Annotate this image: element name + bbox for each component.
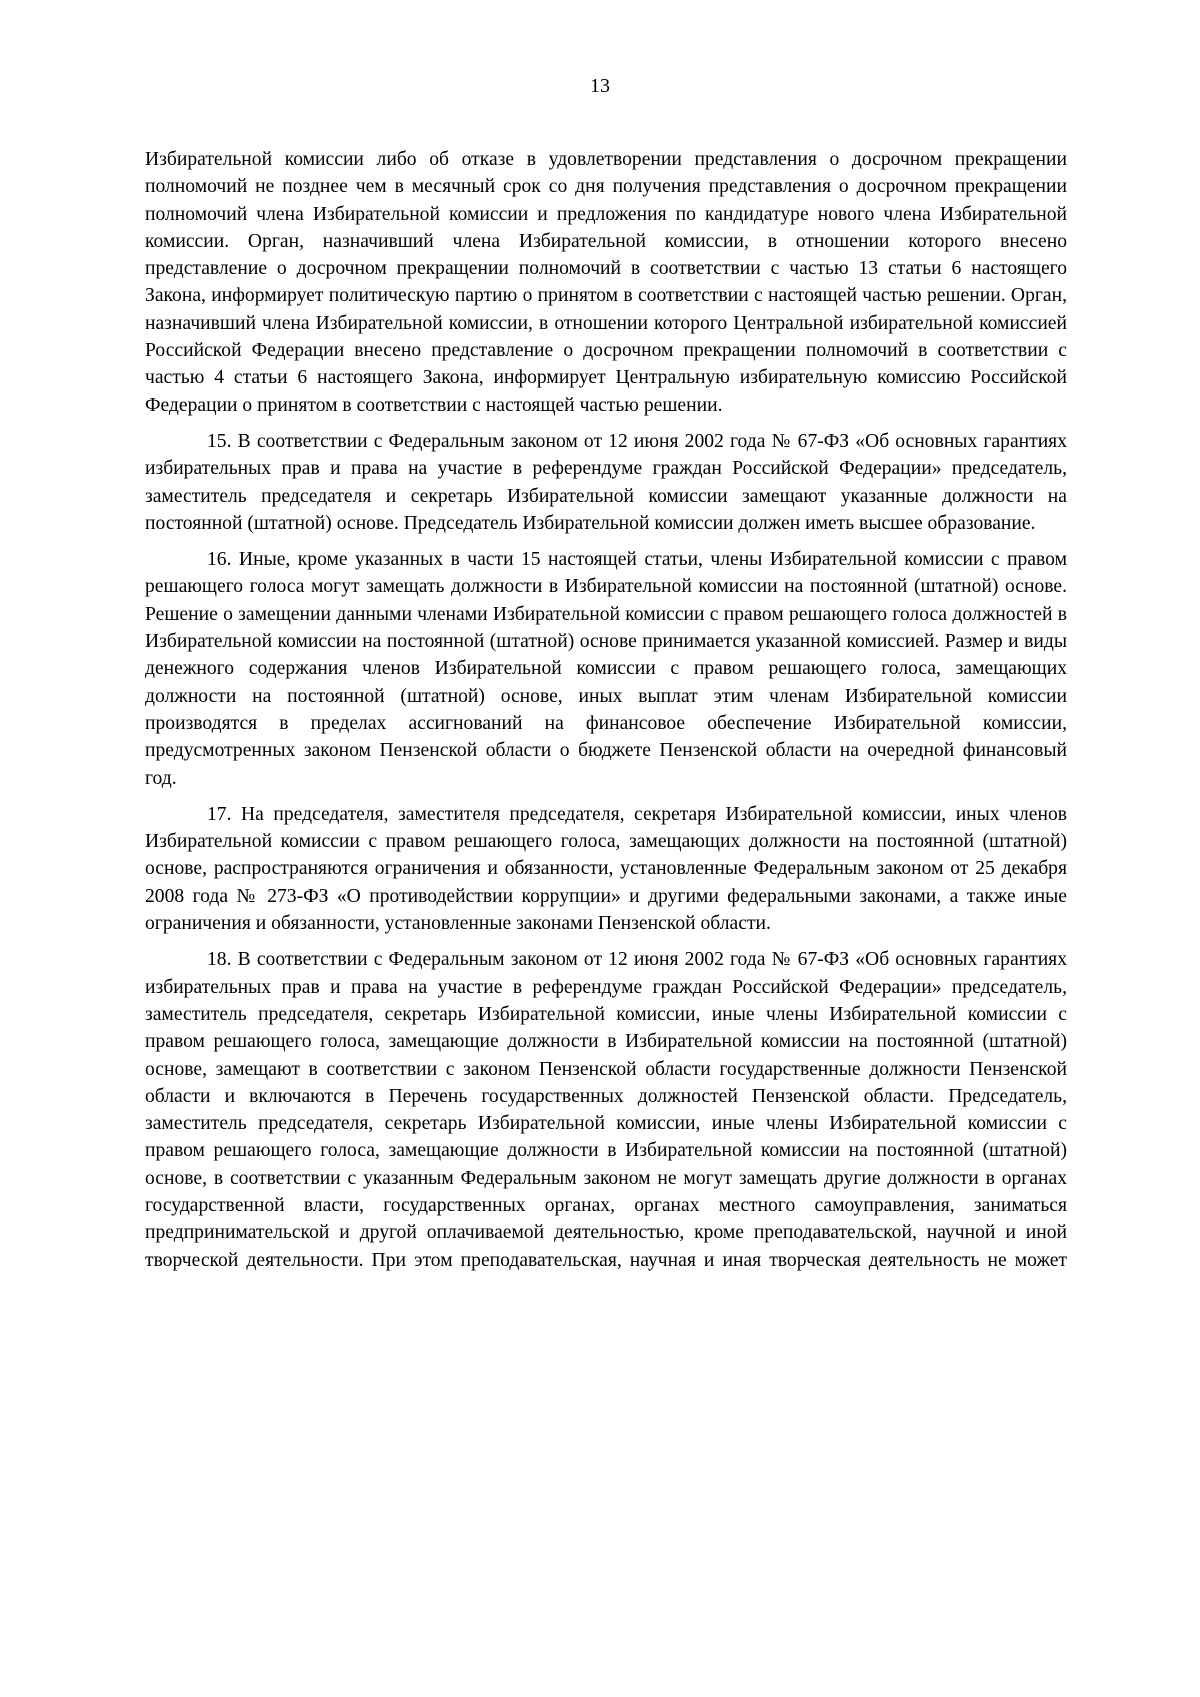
paragraph-part-16: 16. Иные, кроме указанных в части 15 настоящей статьи, члены Избирательной комиссии с правом решающего голоса могут замещать должности в Избирательной комиссии на постоянной (штатной) основе. Решение о замещении данными членами Избирательной комиссии с правом решающего голоса должностей в Избирательной комиссии на постоянной (штатной) основе принимается указанной комиссией. Размер и виды денежного содержания членов Избирательной комиссии с правом решающего голоса, замещающих должности на постоянной (штатной) основе, иных выплат этим членам Избирательной комиссии производятся в пределах ассигнований на финансовое обеспечение Избирательной комиссии, предусмотренных законом Пензенской области о бюджете Пензенской области на очередной финансовый год.	[145, 549, 1067, 789]
paragraph-part-15: 15. В соответствии с Федеральным законом от 12 июня 2002 года № 67-ФЗ «Об основных гарантиях избирательных прав и права на участие в референдуме граждан Российской Федерации» председатель, заместитель председателя и секретарь Избирательной комиссии замещают указанные должности на постоянной (штатной) основе. Председатель Избирательной комиссии должен иметь высшее образование.	[145, 430, 1067, 534]
page-number: 13	[590, 75, 610, 97]
paragraph-part-17: 17. На председателя, заместителя председателя, секретаря Избирательной комиссии, иных членов Избирательной комиссии с правом решающего голоса, замещающих должности на постоянной (штатной) основе, распространяются ограничения и обязанности, установленные Федеральным законом от 25 декабря 2008 года № 273-ФЗ «О противодействии коррупции» и другими федеральными законами, а также иные ограничения и обязанности, установленные законами Пензенской области.	[145, 803, 1067, 935]
paragraph-part-18: 18. В соответствии с Федеральным законом от 12 июня 2002 года № 67-ФЗ «Об основных гарантиях избирательных прав и права на участие в референдуме граждан Российской Федерации» председатель, заместитель председателя, секретарь Избирательной комиссии, иные члены Избирательной комиссии с правом решающего голоса, замещающие должности в Избирательной комиссии на постоянной (штатной) основе, замещают в соответствии с законом Пензенской области государственные должности Пензенской области и включаются в Перечень государственных должностей Пензенской области. Председатель, заместитель председателя, секретарь Избирательной комиссии, иные члены Избирательной комиссии с правом решающего голоса, замещающие должности в Избирательной комиссии на постоянной (штатной) основе, в соответствии с указанным Федеральным законом не могут замещать другие должности в органах государственной власти, государственных органах, органах местного самоуправления, заниматься предпринимательской и другой оплачиваемой деятельностью, кроме преподавательской, научной и иной творческой деятельности. При этом преподавательская, научная и иная творческая деятельность не может	[145, 949, 1067, 1271]
document-body	[145, 146, 1067, 1283]
paragraph-continuation: Избирательной комиссии либо об отказе в удовлетворении представления о досрочном прекращении полномочий не позднее чем в месячный срок со дня получения представления о досрочном прекращении полномочий члена Избирательной комиссии и предложения по кандидатуре нового члена Избирательной комиссии. Орган, назначивший члена Избирательной комиссии, в отношении которого внесено представление о досрочном прекращении полномочий в соответствии с частью 13 статьи 6 настоящего Закона, информирует политическую партию о принятом в соответствии с настоящей частью решении. Орган, назначивший члена Избирательной комиссии, в отношении которого Центральной избирательной комиссией Российской Федерации внесено представление о досрочном прекращении полномочий в соответствии с частью 4 статьи 6 настоящего Закона, информирует Центральную избирательную комиссию Российской Федерации о принятом в соответствии с настоящей частью решении.	[145, 149, 1067, 416]
